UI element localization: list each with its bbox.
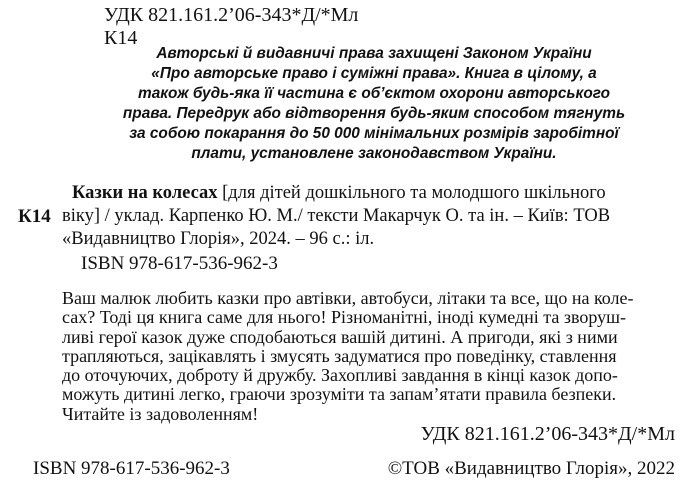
author-mark: К14: [104, 27, 138, 49]
copyright-line: також будь-яка її частина є об’єктом охорони авторського: [138, 85, 610, 102]
bibliographic-record: [62, 182, 682, 251]
copyright-line: за собою покарання до 50 000 мінімальних розмірів заробітної: [129, 125, 619, 142]
copyright-line: плати, установлене законодавством України.: [191, 145, 557, 162]
biblio-line: «Видавництво Глорія», 2024. – 96 с.: іл.: [62, 229, 375, 249]
author-mark-side: К14: [18, 206, 51, 227]
annotation-line: трапляються, зацікавлять і змусять задуматися про поведінку, ставлення: [62, 345, 617, 366]
udk-code: УДК 821.161.2’06-343*Д/*Мл: [104, 4, 359, 26]
annotation-line: сах? Тоді ця книга саме для нього! Різноманітні, іноді кумедні та зворуш-: [62, 307, 626, 328]
annotation-line: можуть дитині легко, граючи зрозуміти та запам’ятати правила безпеки.: [62, 384, 617, 405]
annotation: [62, 289, 664, 424]
publisher-copyright: ©ТОВ «Видавництво Глорія», 2022: [387, 458, 675, 479]
copyright-line: права. Передрук або відтворення будь-яким способом тягнуть: [122, 105, 626, 122]
copyright-line: «Про авторське право і суміжні права». Книга в цілому, а: [151, 65, 597, 82]
udk-code-bottom: УДК 821.161.2’06-343*Д/*Мл: [420, 423, 675, 445]
copyright-notice: [88, 44, 660, 164]
book-title: Казки на колесах: [72, 183, 218, 203]
annotation-line: до оточуючих, доброту й дружбу. Захопливі завдання в кінці казок допо-: [62, 365, 618, 386]
biblio-line: віку] / уклад. Карпенко Ю. М./ тексти Макарчук О. та ін. – Київ: ТОВ: [62, 206, 611, 226]
isbn-bottom: ISBN 978-617-536-962-3: [33, 458, 230, 479]
biblio-subtitle: [для дітей дошкільного та молодшого шкільного: [217, 183, 606, 203]
annotation-line: Читайте із задоволенням!: [62, 403, 259, 424]
biblio-line: [62, 182, 682, 205]
annotation-line: Ваш малюк любить казки про автівки, автобуси, літаки та все, що на коле-: [62, 288, 634, 308]
isbn: ISBN 978-617-536-962-3: [81, 253, 278, 274]
annotation-line: ливі герої казок дуже сподобаються вашій дитині. А пригоди, які з ними: [62, 326, 618, 347]
copyright-line: Авторські й видавничі права захищені Законом України: [156, 45, 592, 62]
